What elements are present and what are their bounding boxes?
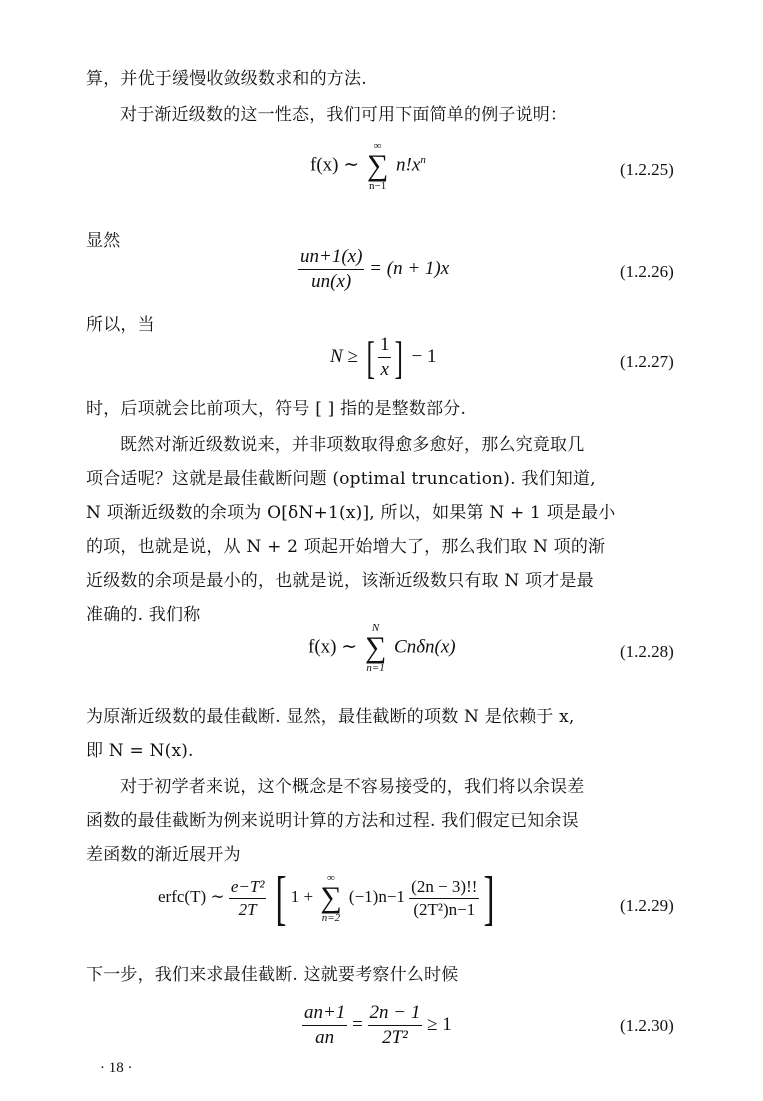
paragraph-line: 函数的最佳截断为例来说明计算的方法和过程. 我们假定已知余误: [86, 811, 579, 831]
fraction-numerator: 1: [379, 334, 390, 355]
paragraph-line: 显然: [86, 231, 121, 251]
equation-number: (1.2.28): [620, 642, 674, 661]
summation: [365, 622, 386, 674]
sum-lower-limit: n=1: [366, 662, 385, 674]
sum-upper-limit: N: [371, 622, 380, 634]
fraction-numerator: (2n − 3)!!: [411, 876, 478, 896]
fraction: [298, 246, 364, 293]
paragraph-line: 下一步，我们来求最佳截断. 这就要考察什么时候: [86, 965, 459, 985]
sigma-icon: ∑: [366, 149, 389, 182]
equation-number: (1.2.29): [620, 896, 674, 915]
paragraph-line: 差函数的渐近展开为: [86, 845, 241, 865]
fraction-denominator: 2T: [229, 898, 267, 920]
paragraph-line: 既然对渐近级数说来，并非项数取得愈多愈好，那么究竟取几: [120, 435, 585, 455]
sum-upper-limit: ∞: [327, 872, 335, 884]
paragraph-line: 所以，当: [86, 315, 155, 335]
right-bracket-icon: ]: [483, 865, 495, 931]
sum-lower-limit: n=2: [321, 912, 341, 924]
fraction-numerator: un+1(x): [300, 246, 363, 267]
eq-one-plus: 1 +: [290, 886, 314, 906]
equation-1-2-28: [308, 622, 456, 674]
right-bracket-icon: ]: [394, 331, 404, 383]
equation-number: (1.2.25): [620, 160, 674, 179]
eq-rhs: ≥ 1: [427, 1013, 452, 1035]
equation-1-2-25: [310, 140, 426, 192]
fraction: [229, 877, 267, 920]
fraction-denominator: x: [378, 357, 392, 381]
fraction-denominator: un(x): [298, 269, 364, 293]
sigma-icon: ∑: [320, 881, 342, 914]
eq-lhs: N ≥: [330, 345, 358, 367]
equation-number: (1.2.27): [620, 352, 674, 371]
paragraph-line: 的项，也就是说，从 N + 2 项起开始增大了，那么我们取 N 项的渐: [86, 537, 606, 557]
fraction-denominator: an: [302, 1025, 347, 1049]
paragraph-line: 准确的. 我们称: [86, 605, 201, 625]
eq-exponent: n: [420, 154, 426, 167]
fraction-numerator: an+1: [304, 1002, 346, 1023]
paragraph-line: 即 N = N(x).: [86, 741, 194, 761]
eq-rhs: = (n + 1)x: [369, 257, 450, 279]
eq-lhs: f(x) ∼: [308, 636, 358, 658]
paragraph-line: 时，后项就会比前项大，符号 [ ] 指的是整数部分.: [86, 399, 467, 419]
page-number: · 18 ·: [100, 1060, 133, 1076]
paragraph-line: 为原渐近级数的最佳截断. 显然，最佳截断的项数 N 是依赖于 x,: [86, 707, 575, 727]
fraction-denominator: (2T²)n−1: [409, 898, 479, 920]
eq-term: Cnδn(x): [394, 636, 456, 658]
eq-term: (−1)n−1: [348, 886, 405, 906]
equation-1-2-29: [158, 865, 499, 931]
fraction: [368, 1002, 423, 1049]
summation: [320, 872, 341, 924]
eq-equals: =: [352, 1013, 363, 1035]
eq-term: n!x: [396, 154, 421, 176]
equation-number: (1.2.30): [620, 1016, 674, 1035]
paragraph-line: 项合适呢？这就是最佳截断问题 (optimal truncation). 我们知道,: [86, 469, 596, 489]
paragraph-line: 近级数的余项是最小的，也就是说，该渐近级数只有取 N 项才是最: [86, 571, 594, 591]
fraction-numerator: 2n − 1: [369, 1002, 421, 1023]
fraction-denominator: 2T²: [368, 1025, 423, 1049]
equation-number: (1.2.26): [620, 262, 674, 281]
sigma-icon: ∑: [364, 631, 387, 664]
paragraph-line: N 项渐近级数的余项为 O[δN+1(x)], 所以，如果第 N + 1 项是最小: [86, 503, 616, 523]
equation-1-2-27: [330, 331, 437, 383]
paragraph-line: 对于渐近级数的这一性态，我们可用下面简单的例子说明：: [120, 105, 568, 125]
eq-lhs: f(x) ∼: [310, 154, 360, 176]
left-bracket-icon: [: [366, 331, 375, 383]
eq-lhs: erfc(T) ∼: [158, 886, 225, 906]
fraction: [302, 1002, 347, 1049]
fraction: [409, 877, 479, 920]
summation: [367, 140, 388, 192]
paragraph-line: 对于初学者来说，这个概念是不容易接受的，我们将以余误差: [120, 777, 585, 797]
sum-lower-limit: n−1: [368, 180, 387, 192]
sum-upper-limit: ∞: [373, 140, 382, 152]
paragraph-line: 算，并优于缓慢收敛级数求和的方法.: [86, 69, 367, 89]
left-bracket-icon: [: [275, 865, 287, 931]
equation-1-2-26: [298, 246, 449, 293]
fraction: [378, 334, 392, 381]
eq-rhs: − 1: [411, 345, 437, 367]
equation-1-2-30: [302, 1002, 452, 1049]
fraction-numerator: e−T²: [230, 876, 265, 896]
